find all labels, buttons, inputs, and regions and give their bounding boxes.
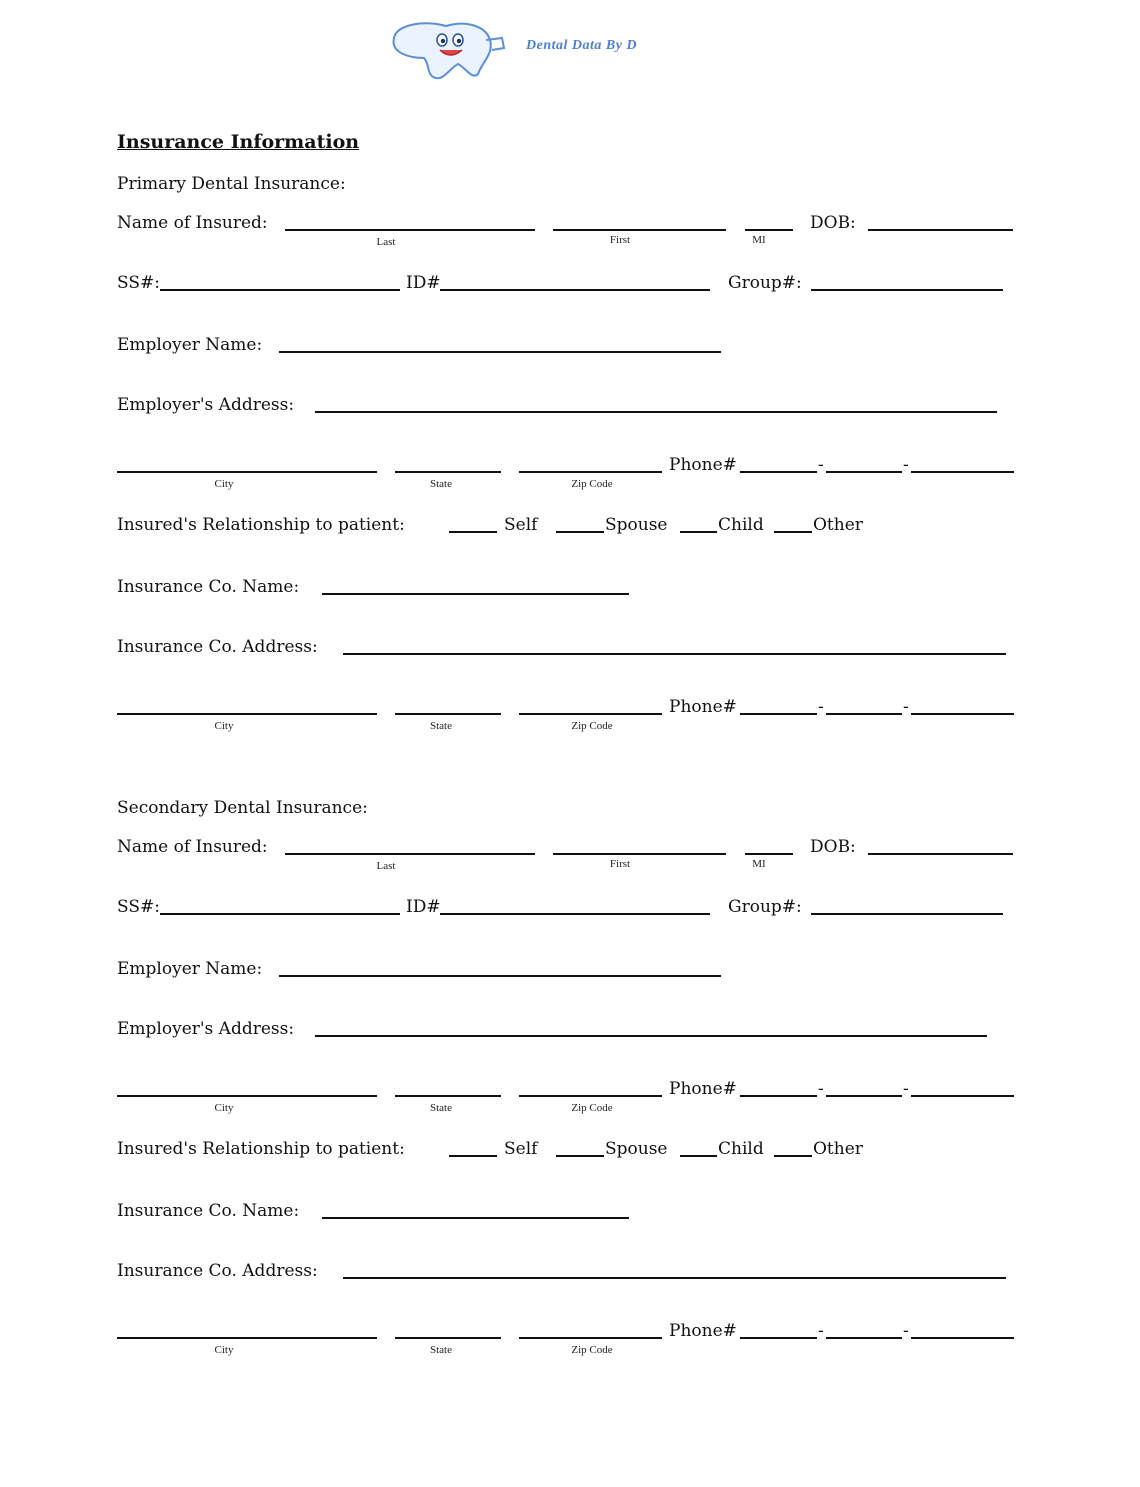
insured-first-name-field[interactable] <box>553 853 726 855</box>
employer-name-field[interactable] <box>279 975 721 977</box>
ss-label: SS#: <box>117 273 160 293</box>
ins-co-zip-field[interactable] <box>519 713 662 715</box>
zip-caption: Zip Code <box>571 1344 613 1356</box>
employer-phone-area-field[interactable] <box>740 471 817 473</box>
ins-co-phone-line-field[interactable] <box>911 1337 1014 1339</box>
phone-label: Phone# <box>669 1321 737 1341</box>
employer-phone-area-field[interactable] <box>740 1095 817 1097</box>
section-heading: Primary Dental Insurance: <box>117 174 346 194</box>
employer-city-field[interactable] <box>117 1095 377 1097</box>
first-caption: First <box>609 858 631 870</box>
ins-co-name-label: Insurance Co. Name: <box>117 577 300 597</box>
spouse-option: Spouse <box>605 515 668 535</box>
insured-first-name-field[interactable] <box>553 229 726 231</box>
ins-co-state-field[interactable] <box>395 713 501 715</box>
city-caption: City <box>214 478 234 490</box>
state-caption: State <box>430 720 452 732</box>
employer-name-label: Employer Name: <box>117 335 263 355</box>
city-caption: City <box>214 720 234 732</box>
self-check-line[interactable] <box>449 531 497 533</box>
ins-co-phone-prefix-field[interactable] <box>826 713 902 715</box>
page-title: Insurance Information <box>117 131 360 153</box>
self-option: Self <box>504 1139 538 1159</box>
phone-dash: - <box>818 697 824 717</box>
spouse-check-line[interactable] <box>556 1155 604 1157</box>
insured-last-name-field[interactable] <box>285 229 535 231</box>
phone-dash: - <box>903 697 909 717</box>
phone-label: Phone# <box>669 697 737 717</box>
id-field[interactable] <box>440 289 710 291</box>
logo-text: Dental Data By D <box>526 38 638 53</box>
mi-caption: MI <box>752 234 766 246</box>
dob-label: DOB: <box>810 837 856 857</box>
employer-phone-line-field[interactable] <box>911 471 1014 473</box>
ins-co-phone-area-field[interactable] <box>740 713 817 715</box>
ins-co-phone-prefix-field[interactable] <box>826 1337 902 1339</box>
ins-co-address-label: Insurance Co. Address: <box>117 637 318 657</box>
zip-caption: Zip Code <box>571 720 613 732</box>
insured-mi-field[interactable] <box>745 853 793 855</box>
last-caption: Last <box>376 860 396 872</box>
zip-caption: Zip Code <box>571 1102 613 1114</box>
dob-field[interactable] <box>868 229 1013 231</box>
city-caption: City <box>214 1344 234 1356</box>
ss-field[interactable] <box>160 289 400 291</box>
child-option: Child <box>718 1139 764 1159</box>
city-caption: City <box>214 1102 234 1114</box>
phone-dash: - <box>818 1321 824 1341</box>
ins-co-phone-line-field[interactable] <box>911 713 1014 715</box>
child-check-line[interactable] <box>680 1155 717 1157</box>
state-caption: State <box>430 1344 452 1356</box>
phone-dash: - <box>903 1079 909 1099</box>
insured-last-name-field[interactable] <box>285 853 535 855</box>
employer-address-field[interactable] <box>315 411 997 413</box>
phone-dash: - <box>903 455 909 475</box>
employer-zip-field[interactable] <box>519 471 662 473</box>
employer-address-label: Employer's Address: <box>117 395 295 415</box>
other-option: Other <box>813 1139 863 1159</box>
group-field[interactable] <box>811 289 1003 291</box>
spouse-check-line[interactable] <box>556 531 604 533</box>
dob-label: DOB: <box>810 213 856 233</box>
ins-co-address-label: Insurance Co. Address: <box>117 1261 318 1281</box>
state-caption: State <box>430 1102 452 1114</box>
phone-label: Phone# <box>669 1079 737 1099</box>
name-of-insured-label: Name of Insured: <box>117 837 268 857</box>
group-field[interactable] <box>811 913 1003 915</box>
ins-co-state-field[interactable] <box>395 1337 501 1339</box>
employer-phone-line-field[interactable] <box>911 1095 1014 1097</box>
child-check-line[interactable] <box>680 531 717 533</box>
id-label: ID# <box>406 273 441 293</box>
state-caption: State <box>430 478 452 490</box>
employer-name-label: Employer Name: <box>117 959 263 979</box>
phone-label: Phone# <box>669 455 737 475</box>
ins-co-phone-area-field[interactable] <box>740 1337 817 1339</box>
id-field[interactable] <box>440 913 710 915</box>
id-label: ID# <box>406 897 441 917</box>
employer-state-field[interactable] <box>395 471 501 473</box>
ss-label: SS#: <box>117 897 160 917</box>
group-label: Group#: <box>728 897 802 917</box>
section-heading: Secondary Dental Insurance: <box>117 798 368 818</box>
employer-address-label: Employer's Address: <box>117 1019 295 1039</box>
ins-co-zip-field[interactable] <box>519 1337 662 1339</box>
employer-state-field[interactable] <box>395 1095 501 1097</box>
tooth-mascot-icon <box>386 18 516 82</box>
child-option: Child <box>718 515 764 535</box>
mi-caption: MI <box>752 858 766 870</box>
name-of-insured-label: Name of Insured: <box>117 213 268 233</box>
employer-city-field[interactable] <box>117 471 377 473</box>
employer-name-field[interactable] <box>279 351 721 353</box>
self-check-line[interactable] <box>449 1155 497 1157</box>
ss-field[interactable] <box>160 913 400 915</box>
other-option: Other <box>813 515 863 535</box>
ins-co-city-field[interactable] <box>117 713 377 715</box>
phone-dash: - <box>818 1079 824 1099</box>
first-caption: First <box>609 234 631 246</box>
group-label: Group#: <box>728 273 802 293</box>
spouse-option: Spouse <box>605 1139 668 1159</box>
relationship-label: Insured's Relationship to patient: <box>117 515 405 535</box>
insured-mi-field[interactable] <box>745 229 793 231</box>
ins-co-address-field[interactable] <box>343 653 1006 655</box>
employer-phone-prefix-field[interactable] <box>826 471 902 473</box>
phone-dash: - <box>818 455 824 475</box>
other-check-line[interactable] <box>774 1155 812 1157</box>
last-caption: Last <box>376 236 396 248</box>
ins-co-address-field[interactable] <box>343 1277 1006 1279</box>
relationship-label: Insured's Relationship to patient: <box>117 1139 405 1159</box>
self-option: Self <box>504 515 538 535</box>
ins-co-name-field[interactable] <box>322 1217 629 1219</box>
ins-co-city-field[interactable] <box>117 1337 377 1339</box>
other-check-line[interactable] <box>774 531 812 533</box>
ins-co-name-field[interactable] <box>322 593 629 595</box>
dob-field[interactable] <box>868 853 1013 855</box>
employer-phone-prefix-field[interactable] <box>826 1095 902 1097</box>
zip-caption: Zip Code <box>571 478 613 490</box>
phone-dash: - <box>903 1321 909 1341</box>
employer-address-field[interactable] <box>315 1035 987 1037</box>
employer-zip-field[interactable] <box>519 1095 662 1097</box>
ins-co-name-label: Insurance Co. Name: <box>117 1201 300 1221</box>
